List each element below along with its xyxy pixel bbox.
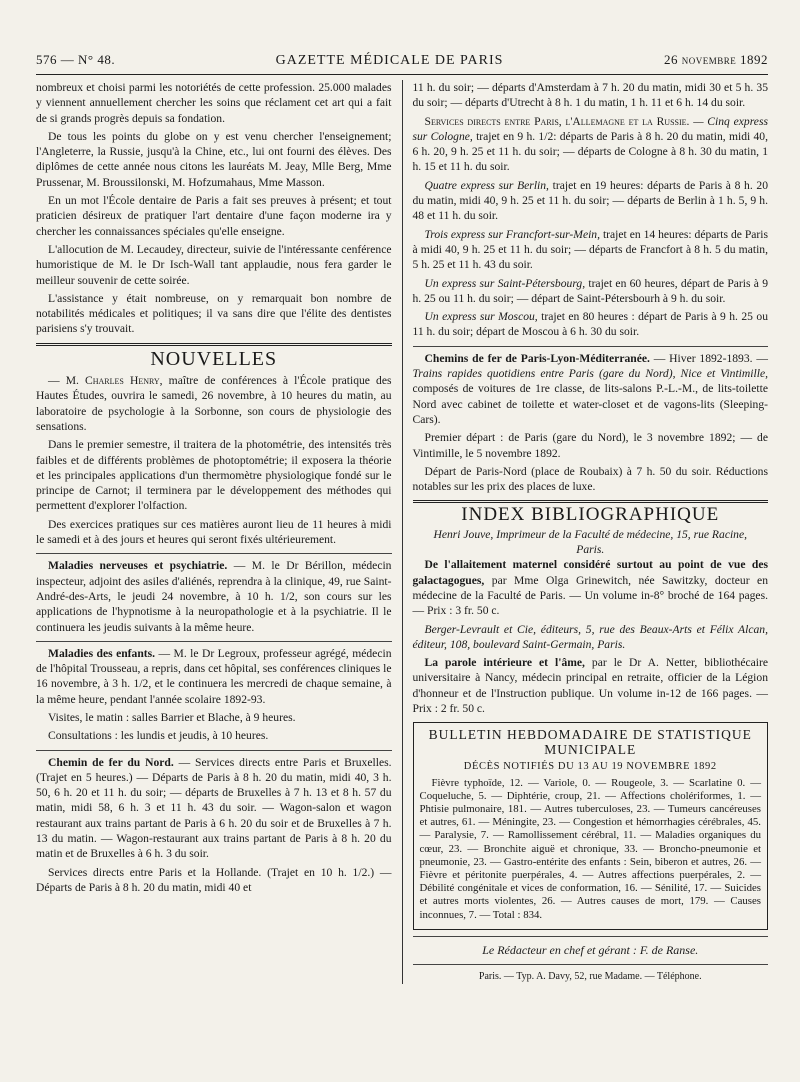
divider	[36, 641, 392, 642]
news-text: composés de voitures de 1re classe, de lits-salons P.-L.-M., de lits-toilette Nord avec cabinet de toilette et water-closet et de vagons-lits (Sleeping-Cars).	[412, 382, 768, 426]
nouvelles-heading: NOUVELLES	[150, 347, 278, 370]
paragraph: L'assistance y était nombreuse, on y remarquait bon nombre de notabilités médicales et politiques; il va sans dire que l'élite des dentistes parisiens s'y trouvait.	[36, 291, 392, 336]
news-heading: Chemins de fer de Paris-Lyon-Méditerranée.	[424, 351, 650, 365]
rail-germany	[413, 114, 769, 175]
book-text: par le Dr A. Netter, bibliothécaire universitaire à Nancy, médecin principal en retraite, officier de la Légion d'honneur et de l'Instruction publique. Un volume in-12 de 166 pages. — Prix : 2 fr. 50 c.	[412, 656, 768, 715]
paragraph: Consultations : les lundis et jeudis, à 10 heures.	[48, 729, 269, 743]
section-divider	[413, 500, 769, 503]
divider	[413, 964, 769, 965]
page-number: 576 — N° 48.	[36, 52, 116, 67]
news-lead: Services directs entre Paris, l'Allemagne et la Russie.	[424, 114, 690, 128]
italic-run: Trois express sur Francfort-sur-Mein,	[424, 227, 601, 241]
news-text: trajet en 9 h. 1/2: départs de Paris à 8 h. 20 du matin, midi 40, 6 h. 20, 9 h. 25 et 11 h. du soir; — départs de Cologne à 8 h. 30 du matin, 1 h. 15 et 11 h. du soir.	[412, 129, 769, 174]
publisher-line	[413, 527, 769, 558]
news-text: — M. le Dr Bérillon, médecin inspecteur, adjoint des asiles d'aliénés, reprendra à la clinique, 49, rue Saint-André-des-Arts, le jeudi 24 novembre, à 10 h. 1/2, son cours sur les applications de l'hypnotisme à la neuropathologie et à la psychiatrie. Il le continuera les jeudis suivants à la même heure.	[36, 559, 392, 634]
right-column	[403, 80, 769, 984]
publisher-city: Paris.	[576, 543, 605, 557]
news-text: trajet en 14 heures: départs de Paris à midi 40, 9 h. 25 et 11 h. du soir; — départs de Francfort à 8 h. 5 du matin, 5 h. 25 et 11 h. 43 du soir.	[412, 227, 769, 272]
publisher-name: Henri Jouve, Imprimeur de la Faculté de médecine, 15, rue Racine,	[433, 527, 748, 541]
news-text: trajet en 60 heures, départ de Paris à 9 h. 25 ou 11 h. du soir; — départ de Saint-Pétersbourh à 9 h. du soir.	[412, 276, 768, 305]
paragraph: De tous les points du globe on y est venu chercher l'enseignement; l'Angleterre, la Russie, jusqu'à la Chine, etc., lui ont fourni des élèves. Des diplômes de cette année nous citons les lauréats M. Jeay, Mlle Berg, Mme Prussenar, M. Broussilonski, M. Hofzumahaus, Mme Masson.	[36, 129, 392, 189]
rail-petersburg	[413, 276, 769, 307]
index-heading: INDEX BIBLIOGRAPHIQUE	[461, 504, 720, 526]
paragraph: nombreux et choisi parmi les notoriétés de cette profession. 25.000 malades y viennent annuellement chercher les soins que réclament cet art qui a fait de si grands progrès depuis sa fondation.	[36, 81, 392, 125]
news-text: trajet en 19 heures: départs de Paris à 8 h. 20 du matin, midi 40, 9 h. 25 et 11 h. du soir; — départs de Berlin à 1 h. 5, 9 h. 48 et 11 h. du soir.	[412, 178, 768, 223]
paragraph: En un mot l'École dentaire de Paris a fait ses preuves à présent; et tout praticien désireux de pratiquer l'art dentaire d'une façon moderne ira y chercher les connaissances spéciales qu'elle enseigne.	[36, 194, 392, 238]
news-nord	[36, 755, 392, 862]
section-divider	[36, 343, 392, 346]
rail-berlin	[413, 178, 769, 224]
news-heading: Maladies nerveuses et psychiatrie.	[48, 559, 228, 573]
left-column	[36, 80, 403, 984]
imprint-line: Paris. — Typ. A. Davy, 52, rue Madame. — Téléphone.	[478, 971, 702, 983]
bulletin-title	[420, 727, 762, 757]
bulletin-subtitle: DÉCÈS NOTIFIÉS DU 13 AU 19 NOVEMBRE 1892	[463, 761, 717, 773]
italic-run: Trains rapides quotidiens entre Paris (gare du Nord), Nice et Vintimille,	[412, 367, 768, 381]
news-text: — Services directs entre Paris et Bruxelles. (Trajet en 5 heures.) — Départs de Paris à 8 h. 20 du matin, midi 40, 3 h. 50, 6 h. 20 et 11 h. du soir; — départs de Bruxelles à 7 h. 13 et 8 h. 57 du matin, midi 58, 6 h. 3 et 11 h. 43 du soir. — Wagon-salon et wagon restaurant aux trains partant de Paris à 6 h. 20 du soir et de Bruxelles à 7 h. 13 du matin. — Wagon-restaurant aux trains partant de Paris à 8 h. 20 du matin et de Bruxelles à 6 h. 3 du soir.	[36, 755, 392, 861]
page-header	[36, 52, 768, 72]
header-rule	[36, 74, 768, 75]
news-text: — M. le Dr Legroux, professeur agrégé, médecin de l'hôpital Trousseau, a repris, dans cet hôpital, ses conférences cliniques le 16 novembre, à 3 h. 1/2, et le continuera les mercredi de chaque semaine, à la même heure, pendant l'année scolaire 1892-93.	[36, 646, 392, 706]
bulletin-title-line: BULLETIN HEBDOMADAIRE DE STATISTIQUE	[428, 727, 752, 743]
italic-run: Un express sur Saint-Pétersbourg,	[424, 276, 586, 290]
rail-moscow	[413, 309, 769, 340]
divider	[413, 346, 769, 347]
divider	[36, 750, 392, 751]
italic-run: Un express sur Moscou,	[424, 310, 538, 324]
paragraph: Visites, le matin : salles Barrier et Blache, à 9 heures.	[48, 710, 296, 724]
rail-plm	[413, 351, 769, 427]
news-text: maître de conférences à l'École pratique des Hautes Études, ouvrira le samedi, 26 novembre, à 10 heures du matin, au laboratoire de psychologie à la Sorbonne, son cours de physiologie des sensations.	[36, 374, 392, 433]
news-lead: — M. Charles Henry,	[48, 374, 163, 388]
paragraph: Premier départ : de Paris (gare du Nord), le 3 novembre 1892; — de Vintimille, le 5 novembre 1892.	[412, 431, 768, 460]
paragraph: 11 h. du soir; — départs d'Amsterdam à 7 h. 20 du matin, midi 30 et 5 h. 35 du soir; — départs d'Utrecht à 8 h. 1 du matin, 1 h. 11 et 6 h. 14 du soir.	[412, 81, 768, 110]
divider	[36, 553, 392, 554]
publisher-line: Berger-Levrault et Cie, éditeurs, 5, rue des Beaux-Arts et Félix Alcan, éditeur, 108, boulevard Saint-Germain, Paris.	[412, 622, 768, 651]
paragraph: Des exercices pratiques sur ces matières auront lieu de 11 heures à midi le samedi et à des jours et heures qui seront fixés ultérieurement.	[36, 517, 392, 547]
paragraph: Dans le premier semestre, il traitera de la photométrie, des intensités très faibles et de différents problèmes de photoptométrie; il exposera la théorie et les principales applications d'un thermomètre physiologique fondé sur le principe de Carnot; il terminera par le développement des méthodes qui permettent d'explorer l'olfaction.	[36, 438, 392, 513]
book-title: De l'allaitement maternel considéré surtout au point de vue des galactagogues,	[412, 558, 768, 587]
statistics-bulletin	[413, 722, 769, 930]
italic-run: Quatre express sur Berlin,	[424, 178, 549, 192]
paragraph: L'allocution de M. Lecaudey, directeur, suivie de l'intéressante cenférence humoristique de M. le Dr Isch-Wall tant applaudie, nous fera garder le meilleur souvenir de cette soirée.	[36, 242, 392, 287]
book-title: La parole intérieure et l'âme,	[424, 656, 585, 670]
journal-title: GAZETTE MÉDICALE DE PARIS	[275, 53, 504, 68]
paragraph: Services directs entre Paris et la Hollande. (Trajet en 10 h. 1/2.) — Départs de Paris à 8 h. 20 du matin, midi 40 et	[36, 865, 392, 894]
news-children	[36, 646, 392, 707]
issue-date: 26 novembre 1892	[663, 52, 768, 67]
news-nervous	[36, 558, 392, 634]
news-henry	[36, 373, 392, 434]
news-text: — Hiver 1892-1893. —	[649, 351, 768, 365]
book-text: par Mme Olga Grinewitch, née Sawitzky, docteur en médecine de la Faculté de Paris. — Un volume in-8° broché de 164 pages. — Prix : 3 fr. 50 c.	[412, 573, 768, 618]
news-text: trajet en 80 heures : départ de Paris à 9 h. 25 ou 11 h. du soir; départ de Moscou à 6 h. 30 du soir.	[412, 310, 768, 339]
news-heading: Chemin de fer du Nord.	[48, 755, 174, 769]
columns	[36, 80, 768, 984]
rail-frankfurt	[413, 227, 769, 273]
editor-line: Le Rédacteur en chef et gérant : F. de Ranse.	[482, 942, 699, 957]
divider	[413, 936, 769, 937]
bulletin-text: Fièvre typhoïde, 12. — Variole, 0. — Rougeole, 3. — Scarlatine 0. — Coqueluche, 5. — Diphtérie, croup, 21. — Affections cholériformes, 1. — Phtisie pulmonaire, 181. — Autres tuberculoses, 23. — Tumeurs cancéreuses et autres, 61. — Méningite, 23. — Congestion et hémorrhagies cérébrales, 45. — Paralysie, 7. — Ramollissement cérébral, 11. — Maladies organiques du cœur, 23. — Bronchite aiguë et chronique, 33. — Broncho-pneumonie et pneumonie, 23. — Gastro-entérite des enfants : Sein, biberon et autres, 26. — Fièvre et péritonite puerpérales, 4. — Autres affections puerpérales, 2. — Débilité congénitale et vices de conformation, 16. — Sénilité, 17. — Suicides et autres morts violentes, 26. — Autres causes de mort, 179. — Causes inconnues, 7. — Total : 834.	[419, 776, 761, 921]
bulletin-title-line: MUNICIPALE	[544, 742, 637, 758]
book-entry	[413, 557, 769, 618]
italic-run: — Cinq express sur Cologne,	[412, 114, 768, 143]
book-entry	[413, 655, 769, 716]
paragraph: Départ de Paris-Nord (place de Roubaix) à 7 h. 50 du soir. Réductions notables sur les prix des places de luxe.	[412, 464, 768, 494]
news-heading: Maladies des enfants.	[48, 646, 156, 660]
